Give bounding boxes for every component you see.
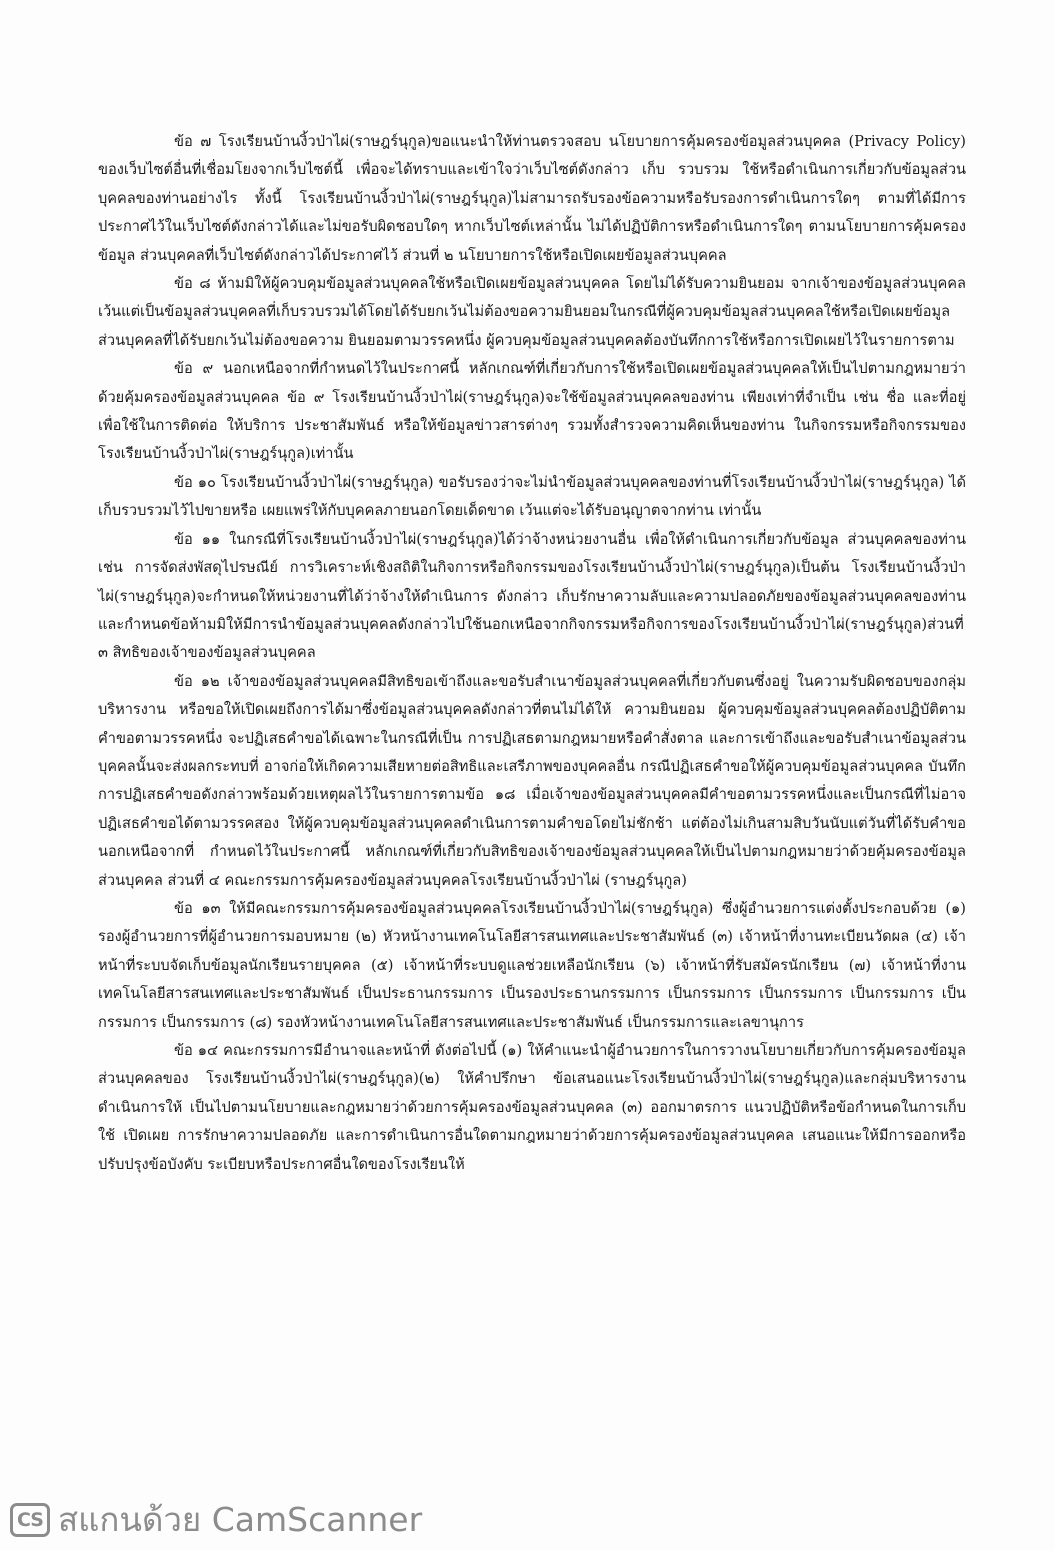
paragraph-clause-7: ข้อ ๗ โรงเรียนบ้านงิ้วป่าไผ่(ราษฎร์นุกูล)ขอแนะนำให้ท่านตรวจสอบ นโยบายการคุ้มครองข้อมูลส่วนบุคคล (Privacy Policy) ของเว็บไซต์อื่นที่เชื่อมโยงจากเว็บไซต์นี้ เพื่อจะได้ทราบและเข้าใจว่าเว็บไซต์ดังกล่าว เก็บ รวบรวม ใช้หรือดำเนินการเกี่ยวกับข้อมูลส่วนบุคคลของท่านอย่างไร ทั้งนี้ โรงเรียนบ้านงิ้วป่าไผ่(ราษฎร์นุกูล)ไม่สามารถรับรองข้อความหรือรับรองการดำเนินการใดๆ ตามที่ได้มีการประกาศไว้ในเว็บไซต์ดังกล่าวได้และไม่ขอรับผิดชอบใดๆ หากเว็บไซต์เหล่านั้น ไม่ได้ปฏิบัติการหรือดำเนินการใดๆ ตามนโยบายการคุ้มครองข้อมูล ส่วนบุคคลที่เว็บไซต์ดังกล่าวได้ประกาศไว้ ส่วนที่ ๒ นโยบายการใช้หรือเปิดเผยข้อมูลส่วนบุคคล: [98, 133, 966, 264]
paragraph-clause-12: ข้อ ๑๒ เจ้าของข้อมูลส่วนบุคคลมีสิทธิขอเข้าถึงและขอรับสำเนาข้อมูลส่วนบุคคลที่เกี่ยวกับตนซึ่งอยู่ ในความรับผิดชอบของกลุ่มบริหารงาน หรือขอให้เปิดเผยถึงการได้มาซึ่งข้อมูลส่วนบุคคลดังกล่าวที่ตนไม่ได้ให้ ความยินยอม ผู้ควบคุมข้อมูลส่วนบุคคลต้องปฏิบัติตามคำขอตามวรรคหนึ่ง จะปฏิเสธคำขอได้เฉพาะในกรณีที่เป็น การปฏิเสธตามกฎหมายหรือคำสั่งตาล และการเข้าถึงและขอรับสำเนาข้อมูลส่วนบุคคลนั้นจะส่งผลกระทบที่ อาจก่อให้เกิดความเสียหายต่อสิทธิและเสรีภาพของบุคคลอื่น กรณีปฏิเสธคำขอให้ผู้ควบคุมข้อมูลส่วนบุคคล บันทึกการปฏิเสธคำขอดังกล่าวพร้อมด้วยเหตุผลไว้ในรายการตามข้อ ๑๘ เมื่อเจ้าของข้อมูลส่วนบุคคลมีคำขอตามวรรคหนึ่งและเป็นกรณีที่ไม่อาจปฏิเสธคำขอได้ตามวรรคสอง ให้ผู้ควบคุมข้อมูลส่วนบุคคลดำเนินการตามคำขอโดยไม่ชักช้า แต่ต้องไม่เกินสามสิบวันนับแต่วันที่ได้รับคำขอ นอกเหนือจากที่ กำหนดไว้ในประกาศนี้ หลักเกณฑ์ที่เกี่ยวกับสิทธิของเจ้าของข้อมูลส่วนบุคคลให้เป็นไปตามกฎหมายว่าด้วยคุ้มครองข้อมูลส่วนบุคคล ส่วนที่ ๔ คณะกรรมการคุ้มครองข้อมูลส่วนบุคคลโรงเรียนบ้านงิ้วป่าไผ่ (ราษฎร์นุกูล): [98, 672, 966, 889]
paragraph-clause-14: ข้อ ๑๔ คณะกรรมการมีอำนาจและหน้าที่ ดังต่อไปนี้ (๑) ให้คำแนะนำผู้อำนวยการในการวางนโยบายเกี่ยวกับการคุ้มครองข้อมูลส่วนบุคคลของ โรงเรียนบ้านงิ้วป่าไผ่(ราษฎร์นุกูล)(๒) ให้คำปรึกษา ข้อเสนอแนะโรงเรียนบ้านงิ้วป่าไผ่(ราษฎร์นุกูล)และกลุ่มบริหารงานดำเนินการให้ เป็นไปตามนโยบายและกฎหมายว่าด้วยการคุ้มครองข้อมูลส่วนบุคคล (๓) ออกมาตรการ แนวปฏิบัติหรือข้อกำหนดในการเก็บใช้ เปิดเผย การรักษาความปลอดภัย และการดำเนินการอื่นใดตามกฎหมายว่าด้วยการคุ้มครองข้อมูลส่วนบุคคล เสนอแนะให้มีการออกหรือปรับปรุงข้อบังคับ ระเบียบหรือประกาศอื่นใดของโรงเรียนให้: [98, 1042, 966, 1173]
camscanner-logo-icon: CS: [10, 1503, 50, 1537]
paragraph-clause-9: ข้อ ๙ นอกเหนือจากที่กำหนดไว้ในประกาศนี้ หลักเกณฑ์ที่เกี่ยวกับการใช้หรือเปิดเผยข้อมูลส่วนบุคคลให้เป็นไปตามกฎหมายว่าด้วยคุ้มครองข้อมูลส่วนบุคคล ข้อ ๙ โรงเรียนบ้านงิ้วป่าไผ่(ราษฎร์นุกูล)จะใช้ข้อมูลส่วนบุคคลของท่าน เพียงเท่าที่จำเป็น เช่น ชื่อ และที่อยู่ เพื่อใช้ในการติดต่อ ให้บริการ ประชาสัมพันธ์ หรือให้ข้อมูลข่าวสารต่างๆ รวมทั้งสำรวจความคิดเห็นของท่าน ในกิจกรรมหรือกิจกรรมของโรงเรียนบ้านงิ้วป่าไผ่(ราษฎร์นุกูล)เท่านั้น: [98, 360, 966, 463]
paragraph-clause-8: ข้อ ๘ ห้ามมิให้ผู้ควบคุมข้อมูลส่วนบุคคลใช้หรือเปิดเผยข้อมูลส่วนบุคคล โดยไม่ได้รับความยินยอม จากเจ้าของข้อมูลส่วนบุคคล เว้นแต่เป็นข้อมูลส่วนบุคคลที่เก็บรวบรวมได้โดยได้รับยกเว้นไม่ต้องขอความยินยอมในกรณีที่ผู้ควบคุมข้อมูลส่วนบุคคลใช้หรือเปิดเผยข้อมูลส่วนบุคคลที่ได้รับยกเว้นไม่ต้องขอความ ยินยอมตามวรรคหนึ่ง ผู้ควบคุมข้อมูลส่วนบุคคลต้องบันทึกการใช้หรือการเปิดเผยไว้ในรายการตาม: [98, 275, 966, 349]
document-body: [98, 128, 966, 1179]
watermark-text: สแกนด้วย CamScanner: [58, 1500, 423, 1539]
camscanner-watermark: [10, 1500, 423, 1539]
paragraph-clause-13: ข้อ ๑๓ ให้มีคณะกรรมการคุ้มครองข้อมูลส่วนบุคคลโรงเรียนบ้านงิ้วป่าไผ่(ราษฎร์นุกูล) ซึ่งผู้อำนวยการแต่งตั้งประกอบด้วย (๑) รองผู้อำนวยการที่ผู้อำนวยการมอบหมาย (๒) หัวหน้างานเทคโนโลยีสารสนเทศและประชาสัมพันธ์ (๓) เจ้าหน้าที่งานทะเบียนวัดผล (๔) เจ้าหน้าที่ระบบจัดเก็บข้อมูลนักเรียนรายบุคคล (๕) เจ้าหน้าที่ระบบดูแลช่วยเหลือนักเรียน (๖) เจ้าหน้าที่รับสมัครนักเรียน (๗) เจ้าหน้าที่งานเทคโนโลยีสารสนเทศและประชาสัมพันธ์ เป็นประธานกรรมการ เป็นรองประธานกรรมการ เป็นกรรมการ เป็นกรรมการ เป็นกรรมการ เป็นกรรมการ เป็นกรรมการ (๘) รองหัวหน้างานเทคโนโลยีสารสนเทศและประชาสัมพันธ์ เป็นกรรมการและเลขานุการ: [98, 899, 966, 1031]
paragraph-clause-11: ข้อ ๑๑ ในกรณีที่โรงเรียนบ้านงิ้วป่าไผ่(ราษฎร์นุกูล)ได้ว่าจ้างหน่วยงานอื่น เพื่อให้ดำเนินการเกี่ยวกับข้อมูล ส่วนบุคคลของท่าน เช่น การจัดส่งพัสดุไปรษณีย์ การวิเคราะห์เชิงสถิติในกิจการหรือกิจกรรมของโรงเรียนบ้านงิ้วป่าไผ่(ราษฎร์นุกูล)เป็นต้น โรงเรียนบ้านงิ้วป่าไผ่(ราษฎร์นุกูล)จะกำหนดให้หน่วยงานที่ได้ว่าจ้างให้ดำเนินการ ดังกล่าว เก็บรักษาความลับและความปลอดภัยของข้อมูลส่วนบุคคลของท่าน และกำหนดข้อห้ามมิให้มีการนำข้อมูลส่วนบุคคลดังกล่าวไปใช้นอกเหนือจากกิจกรรมหรือกิจการของโรงเรียนบ้านงิ้วป่าไผ่(ราษฎร์นุกูล)ส่วนที่ ๓ สิทธิของเจ้าของข้อมูลส่วนบุคคล: [98, 530, 966, 662]
paragraph-clause-10: ข้อ ๑๐ โรงเรียนบ้านงิ้วป่าไผ่(ราษฎร์นุกูล) ขอรับรองว่าจะไม่นำข้อมูลส่วนบุคคลของท่านที่โรงเรียนบ้านงิ้วป่าไผ่(ราษฎร์นุกูล) ได้เก็บรวบรวมไว้ไปขายหรือ เผยแพร่ให้กับบุคคลภายนอกโดยเด็ดขาด เว้นแต่จะได้รับอนุญาตจากท่าน เท่านั้น: [98, 473, 966, 520]
